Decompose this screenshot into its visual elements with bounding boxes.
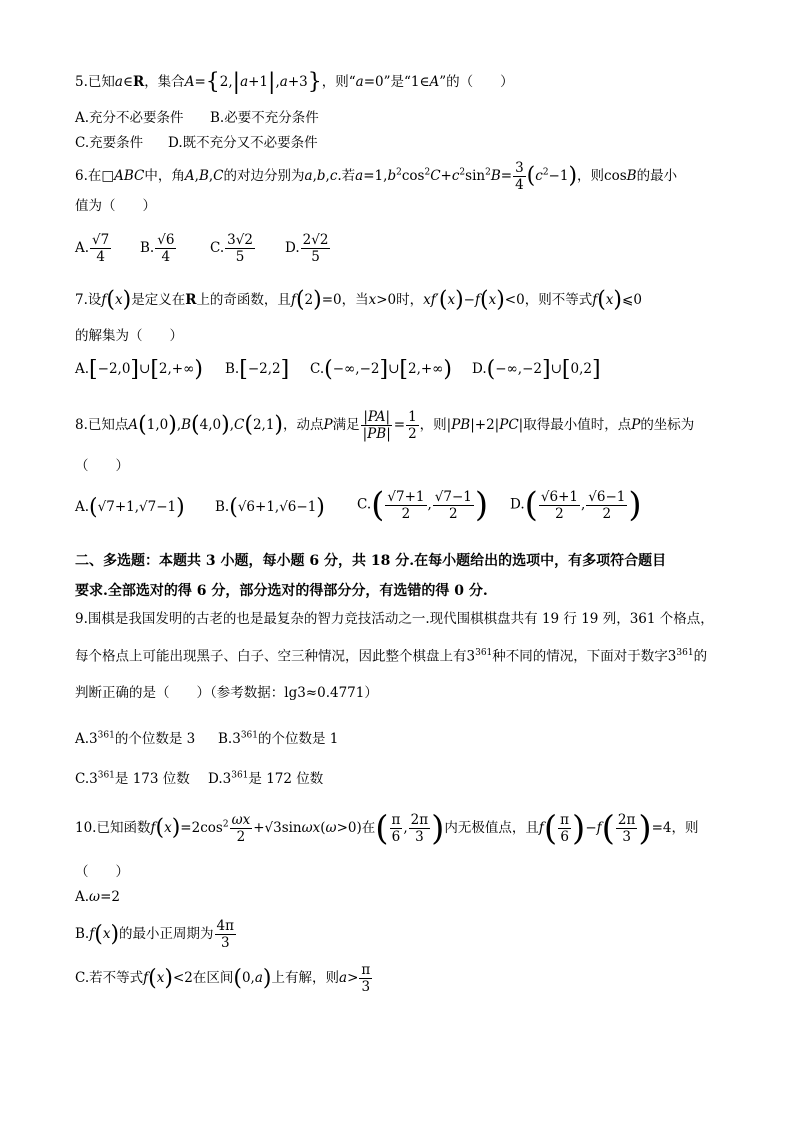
q7-stem-line1: 7.设f(x)是定义在R上的奇函数，且f(2)=0，当x>0时，xf′(x)−f(x)<0，则不等式f(x)⩽0 bbox=[75, 287, 642, 313]
section2-heading-line2: 要求.全部选对的得 6 分，部分选对的得部分分，有选错的得 0 分. bbox=[75, 583, 488, 599]
q10-option-c[interactable]: C.若不等式f(x)<2在区间(0,a)上有解，则a> $\frac{\pi}{3}$ bbox=[75, 962, 371, 995]
q6-option-c[interactable]: C. $\frac{3√2}{5}$ bbox=[210, 232, 253, 265]
q8-stem-line2: （ ） bbox=[75, 458, 129, 474]
q9-line3: 判断正确的是（ ）（参考数据：lg3≈0.4771） bbox=[75, 685, 378, 701]
q7-stem-line2: 的解集为（ ） bbox=[75, 328, 183, 344]
q8-option-d[interactable]: D.( $\frac{√6+1}{2}$ , $\frac{√6-1}{2}$ ) bbox=[510, 485, 642, 525]
q6-stem-line1: 6.在□ABC中，角A,B,C的对边分别为a,b,c.若$a=1,b^2\cos^2C+c^2\sin^2B=$ $\frac{3}{4}$ $(c^2-1)$，则cosB的最小 bbox=[75, 160, 678, 193]
q9-option-b[interactable]: $B.3^{361}$的个位数是 1 bbox=[218, 730, 339, 747]
q8-option-c[interactable]: C.( $\frac{√7+1}{2}$ , $\frac{√7-1}{2}$ ) bbox=[357, 485, 489, 525]
q6-option-b[interactable]: B. $\frac{√6}{4}$ bbox=[140, 232, 175, 265]
q10-option-a[interactable]: A.ω=2 bbox=[75, 889, 120, 905]
q6-stem-line2: 值为（ ） bbox=[75, 198, 156, 214]
q7-option-c[interactable]: C.(−∞,−2]∪[2,+∞) bbox=[310, 357, 453, 382]
q5-option-a[interactable]: A.充分不必要条件 bbox=[75, 110, 184, 126]
q8-option-b[interactable]: B.(√6+1,√6−1) bbox=[215, 495, 325, 520]
q10-stem-line2: （ ） bbox=[75, 864, 129, 880]
q5-option-d[interactable]: D.既不充分又不必要条件 bbox=[168, 135, 318, 151]
q7-option-b[interactable]: B.[−2,2] bbox=[225, 357, 290, 382]
q5-stem: 5.已知a∈R，集合A={2,|a+1|,a+3}，则“a=0”是“1∈A”的（ ） bbox=[75, 69, 514, 95]
q7-option-d[interactable]: D.(−∞,−2]∪[0,2] bbox=[472, 357, 601, 382]
q6-option-a[interactable]: A. $\frac{√7}{4}$ bbox=[75, 232, 110, 265]
q9-line2: 每个格点上可能出现黑子、白子、空三种情况，因此整个棋盘上有$3^{361}$种不同的情况，下面对于数字$3^{361}$的 bbox=[75, 648, 708, 665]
q5-option-c[interactable]: C.充要条件 bbox=[75, 135, 144, 151]
q10-stem-line1: 10.已知函数$f(x)=2\cos^2$ $\frac{\omega x}{2}$ +√3sinωx(ω>0)在( $\frac{\pi}{6}$ , $\frac{2\pi}{3}$ )内无极值点，且f( $\frac{\pi}{6}$ )−f( $\frac{2\pi}{3}$ )=4，则 bbox=[75, 808, 699, 849]
q9-option-d[interactable]: $D.3^{361}$是 172 位数 bbox=[208, 770, 324, 787]
q10-option-b[interactable]: B.f(x)的最小正周期为 $\frac{4\pi}{3}$ bbox=[75, 918, 234, 951]
q9-option-a[interactable]: $A.3^{361}$的个位数是 3 bbox=[75, 730, 196, 747]
q8-option-a[interactable]: A.(√7+1,√7−1) bbox=[75, 495, 185, 520]
q5-option-b[interactable]: B.必要不充分条件 bbox=[210, 110, 319, 126]
q9-option-c[interactable]: $C.3^{361}$是 173 位数 bbox=[75, 770, 190, 787]
q9-line1: 9.围棋是我国发明的古老的也是最复杂的智力竞技活动之一.现代围棋棋盘共有 19 行 19 列，361 个格点， bbox=[75, 611, 714, 627]
q8-stem-line1: 8.已知点A(1,0),B(4,0),C(2,1)，动点P满足 $\frac{|PA|}{|PB|}$ = $\frac{1}{2}$ ，则|PB|+2|PC|取得最小值时，点P的坐标为 bbox=[75, 409, 695, 442]
q6-option-d[interactable]: D. $\frac{2√2}{5}$ bbox=[285, 232, 329, 265]
section2-heading-line1: 二、多选题：本题共 3 小题，每小题 6 分，共 18 分.在每小题给出的选项中，有多项符合题目 bbox=[75, 553, 667, 569]
q7-option-a[interactable]: A.[−2,0]∪[2,+∞) bbox=[75, 357, 203, 382]
